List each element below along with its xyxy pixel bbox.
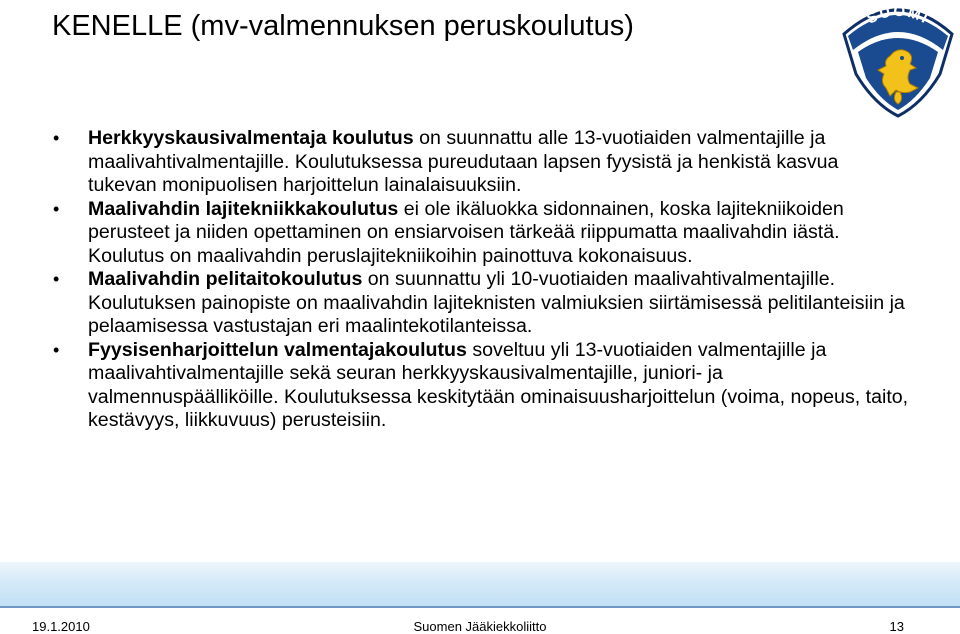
bullet-text: ei ole ikäluokka sidonnainen, koska lajitekniikoiden perusteet ja niiden opettaminen on ensiarvoisen tärkeää riippumatta maalivahdin iästä. Koulutus on maalivahdin peruslajitekniikoihin painottuva kokonaisuus. <box>88 197 844 267</box>
footer-page-number: 13 <box>889 619 904 634</box>
bullet-bold-text: Herkkyyskausivalmentaja koulutus <box>88 127 414 149</box>
bullet-bold-text: Fyysisenharjoittelun valmentajakoulutus <box>88 338 467 361</box>
bullet-item <box>52 198 912 269</box>
bullet-item <box>52 127 912 198</box>
bullet-dot: • <box>53 269 60 289</box>
bullet-item <box>52 268 912 339</box>
bullet-bold-text: Maalivahdin lajitekniikkakoulutus <box>88 197 399 220</box>
slide-title: KENELLE (mv-valmennuksen peruskoulutus) <box>52 10 634 42</box>
bullet-list <box>52 127 912 433</box>
logo-banner-text: SUOMI <box>864 2 933 28</box>
footer-band <box>0 562 960 606</box>
bullet-bold-text: Maalivahdin pelitaitokoulutus <box>88 268 363 290</box>
bullet-text: soveltuu yli 13-vuotiaiden valmentajille ja maalivahtivalmentajille sekä seuran herkkyyskausivalmentajille, juniori- ja valmennuspäälliköille. Koulutuksessa keskitytään ominaisuusharjoittelun (voima, nopeus, taito, kestävyys, liikkuvuus) perusteisiin. <box>88 338 909 431</box>
bullet-item <box>52 339 912 433</box>
suomi-lion-logo <box>836 0 960 118</box>
bullet-dot: • <box>53 339 60 360</box>
footer-organization: Suomen Jääkiekkoliitto <box>413 619 547 634</box>
bullet-dot: • <box>53 198 60 219</box>
bullet-text: on suunnattu yli 10-vuotiaiden maalivahtivalmentajille. Koulutuksen painopiste on maalivahdin lajiteknisten valmiuksien siirtämisessä pelitilanteisiin ja pelaamisessa vastustajan eri maalintekotilanteissa. <box>88 268 905 337</box>
bullet-dot: • <box>53 128 60 148</box>
footer-date: 19.1.2010 <box>32 619 90 634</box>
bullet-text: on suunnattu alle 13-vuotiaiden valmentajille ja maalivahtivalmentajille. Koulutuksessa pureudutaan lapsen fyysistä ja henkistä kasvua tukevan monipuolisen harjoittelun lainalaisuuksiin. <box>88 127 839 196</box>
footer-divider <box>0 606 960 608</box>
